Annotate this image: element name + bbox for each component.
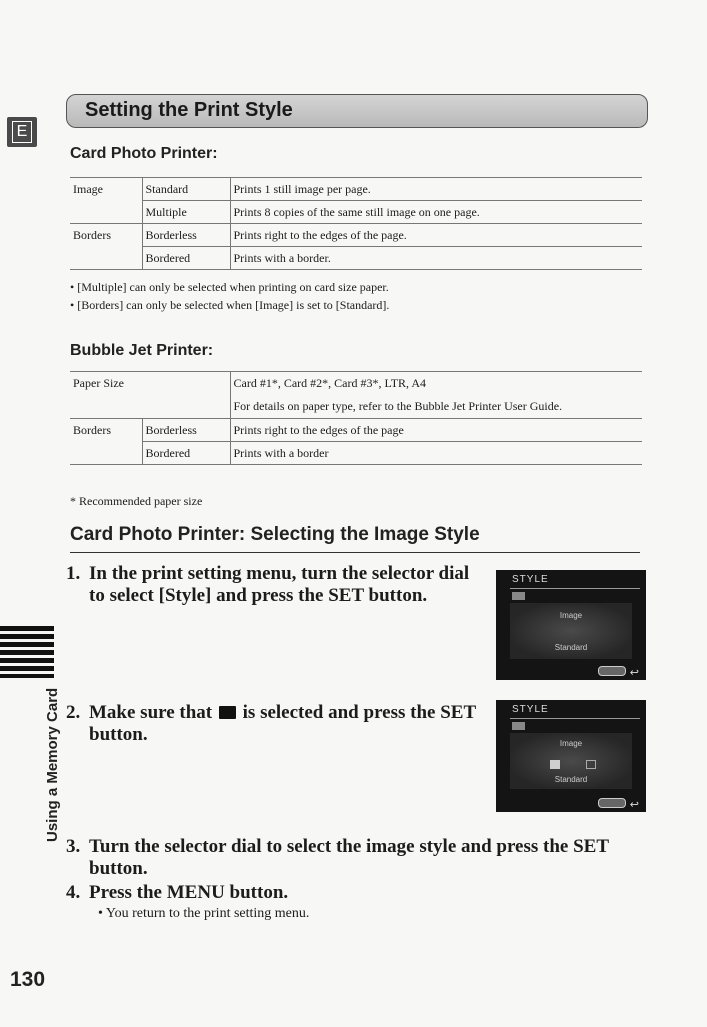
bubble-jet-heading: Bubble Jet Printer:	[70, 342, 214, 359]
table-row	[70, 419, 642, 442]
step-text	[89, 702, 496, 746]
table-cell: Borderless	[142, 224, 230, 247]
table-cell: Standard	[142, 178, 230, 201]
table-cell: Image	[70, 178, 142, 201]
note-borders: • [Borders] can only be selected when [Image] is set to [Standard].	[70, 298, 390, 312]
step-number: 1.	[66, 563, 81, 584]
steps-heading: Card Photo Printer: Selecting the Image Style	[70, 524, 640, 553]
section-letter: E	[12, 121, 32, 143]
step-3	[66, 836, 646, 880]
borders-label: Borders	[70, 419, 142, 442]
table-row	[70, 178, 642, 201]
style-menu-icon	[512, 722, 525, 730]
paper-size-label: Paper Size	[70, 372, 230, 419]
card-printer-table	[70, 177, 642, 270]
table-row	[70, 372, 642, 419]
table-cell: Prints right to the edges of the page	[230, 419, 642, 442]
step-text: In the print setting menu, turn the selector dial to select [Style] and press the SET button.	[89, 563, 470, 606]
table-cell: Prints with a border.	[230, 247, 642, 270]
screen-standard-label: Standard	[554, 643, 588, 652]
paper-size-cell	[230, 372, 642, 419]
page-title-banner	[66, 94, 648, 128]
step-text: Turn the selector dial to select the image style and press the SET button.	[89, 836, 609, 879]
note-multiple: • [Multiple] can only be selected when printing on card size paper.	[70, 280, 389, 294]
screen-title: STYLE	[512, 704, 549, 715]
step-number: 4.	[66, 882, 81, 903]
screen-panel	[510, 733, 632, 789]
step-number: 3.	[66, 836, 81, 857]
menu-key-icon	[598, 666, 626, 676]
return-icon: ↩	[629, 799, 639, 811]
table-cell: Bordered	[142, 247, 230, 270]
step-2	[66, 702, 496, 746]
table-row	[70, 247, 642, 270]
lcd-screen-2	[496, 700, 646, 812]
step-text-before: Make sure that	[89, 702, 213, 723]
screen-divider	[510, 718, 640, 719]
page-title: Setting the Print Style	[85, 99, 293, 121]
section-tab	[7, 117, 37, 147]
table-cell: Borderless	[142, 419, 230, 442]
paper-size-values: Card #1*, Card #2*, Card #3*, LTR, A4	[233, 376, 427, 390]
standard-style-icon	[219, 706, 236, 719]
bubble-jet-table	[70, 371, 642, 465]
paper-size-details: For details on paper type, refer to the Bubble Jet Printer User Guide.	[233, 399, 563, 413]
standard-option-icon	[550, 760, 560, 769]
screen-image-label: Image	[559, 739, 583, 748]
screen-panel	[510, 603, 632, 659]
table-cell: Multiple	[142, 201, 230, 224]
screen-standard-label: Standard	[554, 775, 588, 784]
step-4	[66, 882, 646, 904]
return-icon: ↩	[629, 667, 639, 679]
style-menu-icon	[512, 592, 525, 600]
table-row	[70, 224, 642, 247]
multiple-option-icon	[586, 760, 596, 769]
step-text-after: is selected and press the SET button.	[89, 702, 476, 745]
table-cell	[70, 247, 142, 270]
table-row	[70, 201, 642, 224]
card-printer-heading: Card Photo Printer:	[70, 145, 218, 162]
side-chapter-label: Using a Memory Card	[44, 687, 61, 842]
step-number: 2.	[66, 702, 81, 723]
footnote: * Recommended paper size	[70, 494, 203, 508]
table-cell: Prints 8 copies of the same still image on one page.	[230, 201, 642, 224]
screen-divider	[510, 588, 640, 589]
table-cell: Borders	[70, 224, 142, 247]
table-cell: Bordered	[142, 442, 230, 465]
page-number: 130	[10, 968, 46, 991]
table-row	[70, 442, 642, 465]
menu-key-icon	[598, 798, 626, 808]
step-1	[66, 563, 486, 607]
side-thumb-bars	[0, 626, 54, 678]
table-cell	[70, 442, 142, 465]
step-text: Press the MENU button.	[89, 882, 289, 903]
screen-image-label: Image	[559, 611, 583, 620]
screen-title: STYLE	[512, 574, 549, 585]
table-cell: Prints 1 still image per page.	[230, 178, 642, 201]
table-cell	[70, 201, 142, 224]
lcd-screen-1	[496, 570, 646, 680]
table-cell: Prints right to the edges of the page.	[230, 224, 642, 247]
table-cell: Prints with a border	[230, 442, 642, 465]
step-4-bullet: • You return to the print setting menu.	[98, 906, 310, 921]
